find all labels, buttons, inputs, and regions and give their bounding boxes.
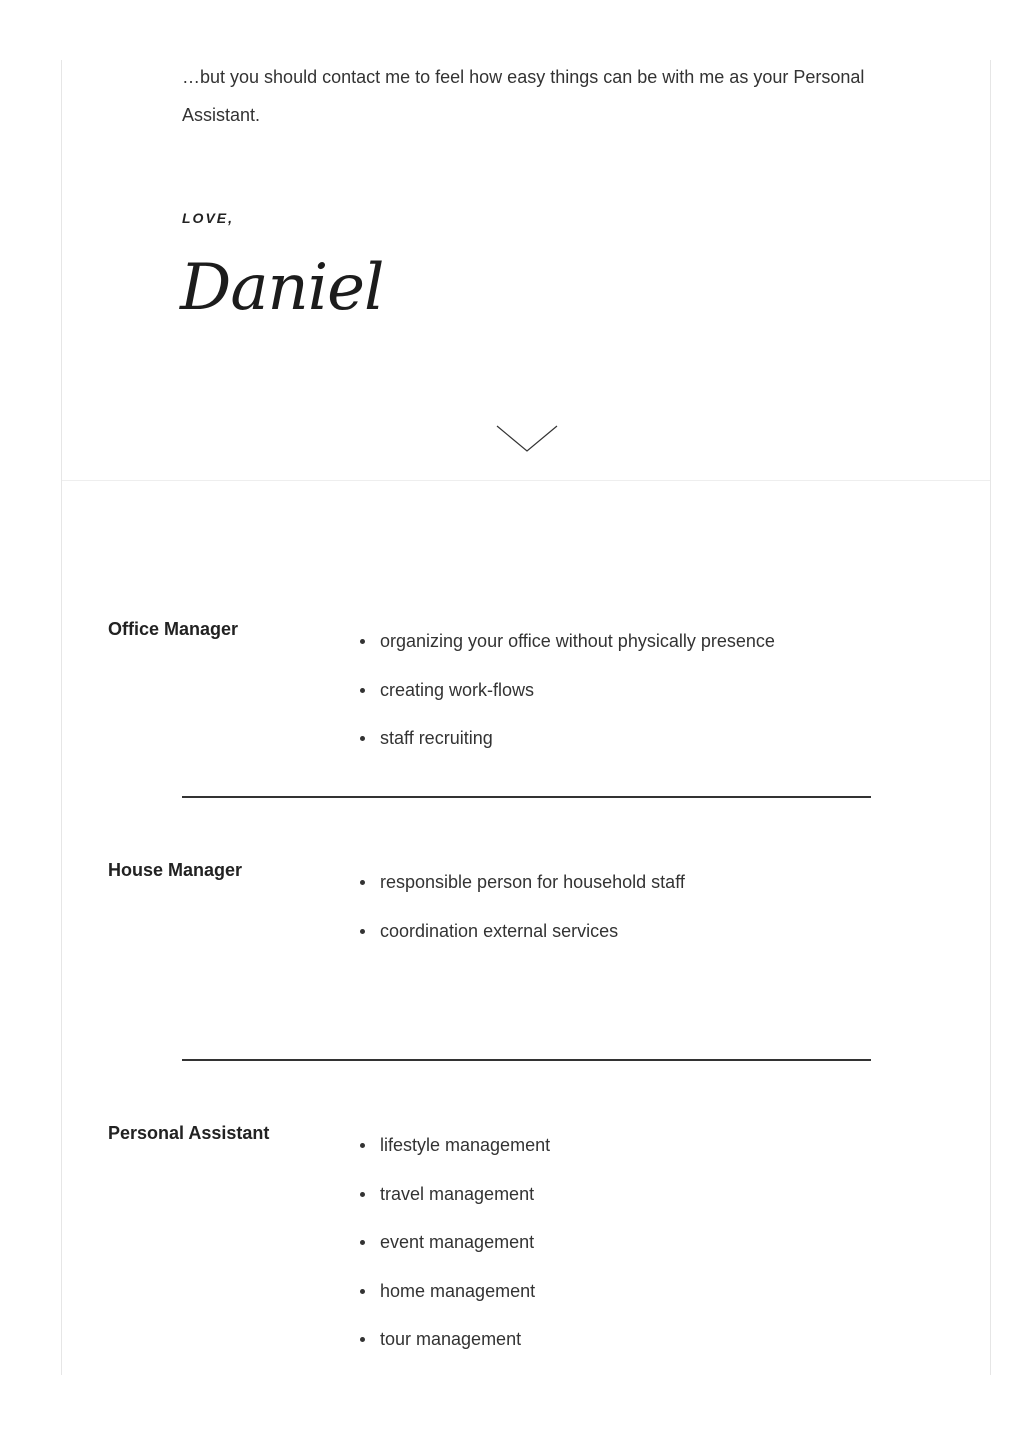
chevron-down-icon[interactable] [496, 424, 558, 454]
service-title-office-manager: Office Manager [108, 619, 239, 639]
service-title-personal-assistant: Personal Assistant [108, 1123, 270, 1143]
intro-text: …but you should contact me to feel how easy things can be with me as your Personal Assistant. [182, 67, 865, 125]
signature-name: Daniel [180, 251, 384, 325]
list-item: tour management [358, 1327, 550, 1376]
list-item: coordination external services [358, 919, 685, 968]
list-item: creating work-flows [358, 678, 775, 727]
list-item: lifestyle management [358, 1133, 550, 1182]
list-item: organizing your office without physically presence [358, 629, 775, 678]
service-list-personal-assistant [358, 1133, 550, 1376]
list-item: responsible person for household staff [358, 870, 685, 919]
section-divider [62, 480, 990, 481]
list-item: home management [358, 1279, 550, 1328]
service-separator [182, 1059, 871, 1061]
service-separator [182, 796, 871, 798]
service-list-office-manager [358, 629, 775, 775]
service-title-house-manager: House Manager [108, 860, 243, 880]
list-item: staff recruiting [358, 726, 775, 775]
service-list-house-manager [358, 870, 685, 967]
list-item: travel management [358, 1182, 550, 1231]
signoff-love: LOVE, [182, 210, 235, 226]
list-item: event management [358, 1230, 550, 1279]
